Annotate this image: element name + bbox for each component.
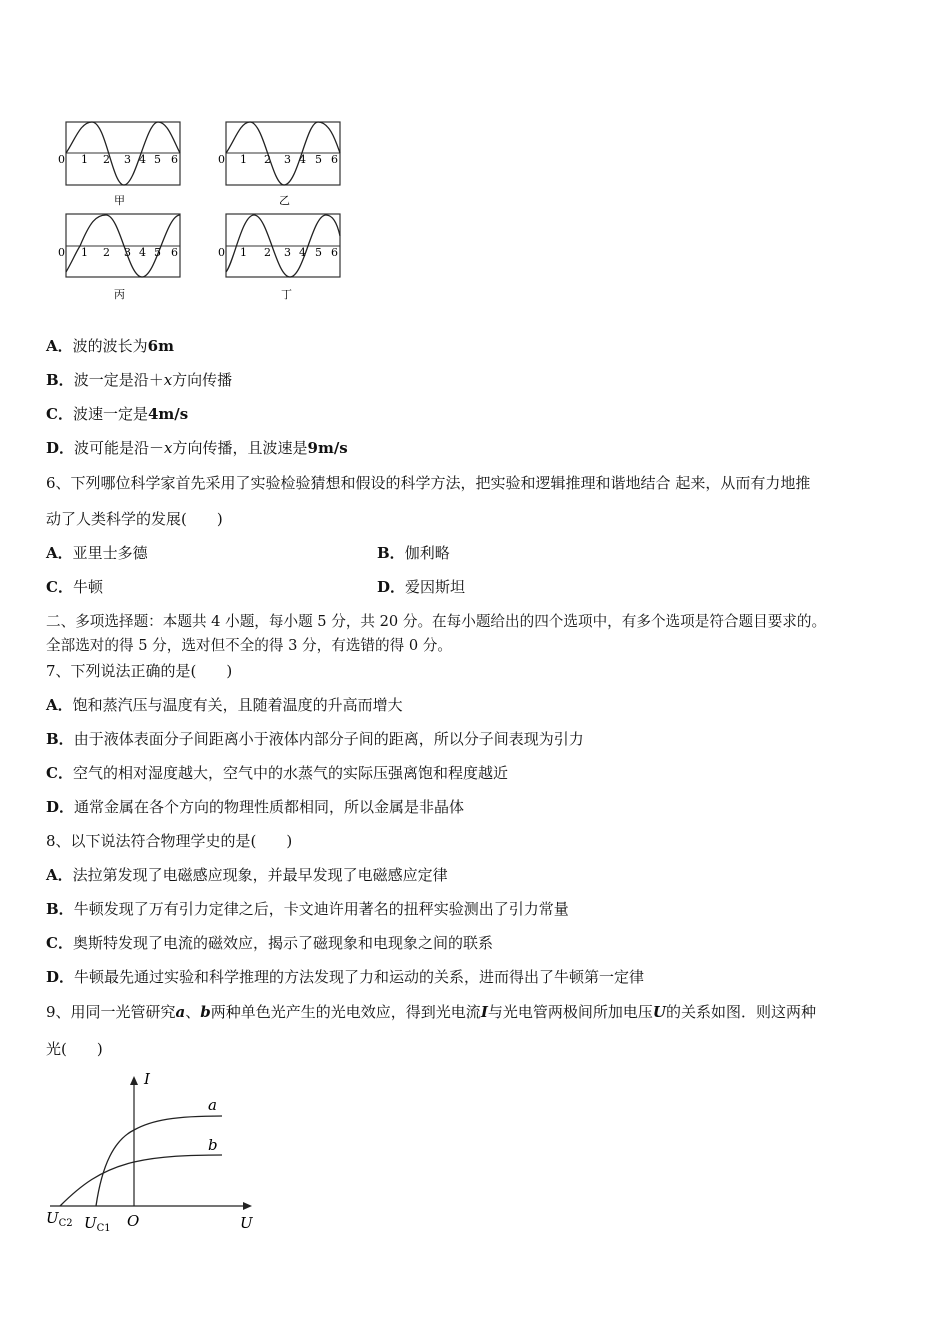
wave-panel-ding	[218, 214, 340, 301]
curve-a	[96, 1116, 222, 1206]
curve-a-label: a	[208, 1096, 217, 1114]
tick: 3	[124, 153, 131, 166]
wave-panel-bing	[58, 214, 180, 301]
uc2-label: $U_{C2}$	[46, 1209, 73, 1229]
q5-option-d[interactable]: D．波可能是沿－x方向传播，且波速是9m/s	[46, 439, 348, 457]
q6-option-a[interactable]: A．亚里士多德	[46, 544, 148, 562]
q5-option-a[interactable]: A．波的波长为6m	[46, 337, 174, 355]
y-axis-arrow	[130, 1076, 138, 1085]
panel-label: 丙	[114, 288, 125, 301]
tick: 3	[124, 246, 131, 259]
q9-stem-line1: 9、用同一光管研究a、b两种单色光产生的光电效应，得到光电流I与光电管两极间所加电压U的关系如图．则这两种	[46, 1003, 816, 1021]
q6-option-b[interactable]: B．伽利略	[377, 544, 450, 562]
q6-option-c[interactable]: C．牛顿	[46, 578, 103, 596]
q7-option-c[interactable]: C．空气的相对湿度越大，空气中的水蒸气的实际压强离饱和程度越近	[46, 764, 508, 782]
tick: 3	[284, 246, 291, 259]
tick: 1	[81, 246, 88, 259]
q7-option-d[interactable]: D．通常金属在各个方向的物理性质都相同，所以金属是非晶体	[46, 798, 465, 816]
tick: 5	[154, 153, 161, 166]
q8-option-b[interactable]: B．牛顿发现了万有引力定律之后，卡文迪许用著名的扭秤实验测出了引力常量	[46, 900, 569, 918]
tick: 2	[103, 153, 110, 166]
tick: 0	[218, 153, 225, 166]
tick: 1	[81, 153, 88, 166]
tick: 4	[299, 246, 306, 259]
q6-stem-line1: 6、下列哪位科学家首先采用了实验检验猜想和假设的科学方法，把实验和逻辑推理和谐地结合 起来，从而有力地推	[46, 474, 811, 492]
tick: 6	[171, 153, 178, 166]
tick: 5	[315, 246, 322, 259]
wave-figure	[50, 112, 360, 307]
wave-panel-jia	[58, 122, 180, 207]
wave-panel-yi	[218, 122, 340, 207]
tick: 5	[154, 246, 161, 259]
tick: 4	[139, 153, 146, 166]
tick: 2	[103, 246, 110, 259]
panel-label: 甲	[114, 194, 125, 207]
tick: 6	[171, 246, 178, 259]
y-axis-label: I	[144, 1070, 150, 1088]
tick: 0	[58, 246, 65, 259]
iu-graph	[40, 1070, 270, 1240]
q8-stem: 8、以下说法符合物理学史的是( )	[46, 832, 293, 850]
q5-option-c[interactable]: C．波速一定是4m/s	[46, 405, 189, 423]
tick: 6	[331, 153, 338, 166]
panel-label: 丁	[281, 288, 292, 301]
tick: 6	[331, 246, 338, 259]
q9-stem-line2: 光( )	[46, 1040, 103, 1058]
tick: 0	[218, 246, 225, 259]
origin-label: O	[127, 1212, 140, 1230]
q5-option-b[interactable]: B．波一定是沿＋x方向传播	[46, 371, 233, 389]
tick: 2	[264, 153, 271, 166]
tick: 1	[240, 246, 247, 259]
q8-option-d[interactable]: D．牛顿最先通过实验和科学推理的方法发现了力和运动的关系，进而得出了牛顿第一定律	[46, 968, 645, 986]
tick: 5	[315, 153, 322, 166]
tick: 3	[284, 153, 291, 166]
tick: 2	[264, 246, 271, 259]
section2-line2: 全部选对的得 5 分，选对但不全的得 3 分，有选错的得 0 分。	[46, 637, 452, 654]
section2-line1: 二、多项选择题：本题共 4 小题，每小题 5 分，共 20 分。在每小题给出的四个选项中，有多个选项是符合题目要求的。	[46, 613, 827, 630]
q7-option-b[interactable]: B．由于液体表面分子间距离小于液体内部分子间的距离，所以分子间表现为引力	[46, 730, 584, 748]
q8-option-c[interactable]: C．奥斯特发现了电流的磁效应，揭示了磁现象和电现象之间的联系	[46, 934, 493, 952]
q6-stem-line2: 动了人类科学的发展( )	[46, 510, 223, 528]
q7-option-a[interactable]: A．饱和蒸汽压与温度有关，且随着温度的升高而增大	[46, 696, 403, 714]
x-axis-label: U	[240, 1214, 253, 1232]
x-axis-arrow	[243, 1202, 252, 1210]
uc1-label: $U_{C1}$	[84, 1214, 111, 1234]
tick: 4	[139, 246, 146, 259]
tick: 1	[240, 153, 247, 166]
panel-label: 乙	[279, 194, 290, 207]
curve-b	[60, 1155, 222, 1206]
tick: 0	[58, 153, 65, 166]
q8-option-a[interactable]: A．法拉第发现了电磁感应现象，并最早发现了电磁感应定律	[46, 866, 448, 884]
tick: 4	[299, 153, 306, 166]
q7-stem: 7、下列说法正确的是( )	[46, 662, 233, 680]
q6-option-d[interactable]: D．爱因斯坦	[377, 578, 466, 596]
curve-b-label: b	[208, 1136, 218, 1154]
